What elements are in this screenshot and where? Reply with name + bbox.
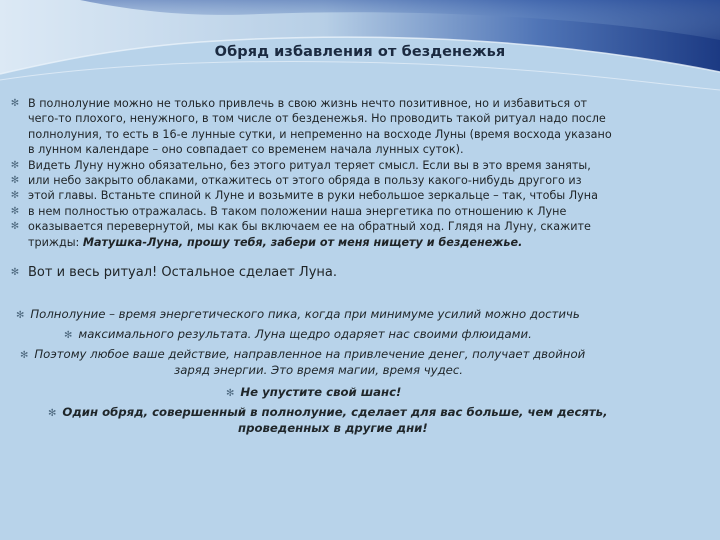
paragraph-line: в нем полностью отражалась. В таком положении наша энергетика по отношению к Луне [28, 204, 567, 218]
asterisk-bullet-icon: ✻ [10, 205, 20, 217]
list-item [10, 173, 644, 188]
asterisk-bullet-icon: ✻ [10, 98, 20, 109]
quote-line [16, 306, 580, 324]
quote-text: проведенных в другие дни! [238, 421, 428, 435]
quote-text: Один обряд, совершенный в полнолуние, сделает для вас больше, чем десять, [62, 405, 608, 419]
quote-line [174, 362, 463, 378]
list-item [10, 204, 644, 219]
paragraph-line: Видеть Луну нужно обязательно, без этого ритуал теряет смысл. Если вы в это время заняты, [28, 158, 591, 172]
quote-text: заряд энергии. Это время магии, время чудес. [174, 363, 463, 377]
main-text-list [10, 96, 644, 250]
asterisk-bullet-icon: ✻ [10, 159, 20, 171]
paragraph-line: или небо закрыто облаками, откажитесь от этого обряда в пользу какого-нибудь другого из [28, 174, 582, 188]
paragraph-line: В полнолуние можно не только привлечь в свою жизнь нечто позитивное, но и избавиться от [28, 97, 588, 110]
asterisk-bullet-icon: ✻ [226, 388, 235, 399]
quote-text: Не упустите свой шанс! [240, 385, 402, 399]
quote-text: Полнолуние – время энергетического пика, когда при минимуме усилий можно достичь [30, 307, 580, 321]
paragraph-line: чего-то плохого, ненужного, в том числе от безденежья. Но проводить такой ритуал надо после [28, 112, 606, 126]
list-item [10, 158, 644, 173]
paragraph-line: оказывается перевернутой, мы как бы включаем ее на обратный ход. Глядя на Луну, скажите [28, 220, 591, 234]
page-title: Обряд избавления от безденежья [214, 44, 506, 60]
quote-line [64, 326, 532, 344]
quote-line [226, 384, 401, 402]
paragraph-line: этой главы. Встаньте спиной к Луне и возьмите в руки небольшое зеркальце – так, чтобы Луна [28, 189, 598, 203]
closing-text: Вот и весь ритуал! Остальное сделает Луна. [28, 265, 337, 280]
asterisk-bullet-icon: ✻ [16, 310, 25, 321]
paragraph-line: полнолуния, то есть в 16-е лунные сутки, и непременно на восходе Луны (время восхода указано [28, 127, 612, 141]
quote-line [238, 420, 428, 436]
asterisk-bullet-icon: ✻ [64, 330, 73, 341]
quote-text: Поэтому любое ваше действие, направленное на привлечение денег, получает двойной [34, 347, 586, 361]
asterisk-bullet-icon: ✻ [20, 350, 29, 361]
paragraph-line [28, 235, 644, 250]
paragraph-line: в лунном календаре – оно совпадает со временем начала лунных суток). [28, 143, 464, 157]
incantation-text: Матушка-Луна, прошу тебя, забери от меня нищету и безденежье. [82, 235, 523, 249]
asterisk-bullet-icon: ✻ [10, 190, 20, 202]
asterisk-bullet-icon: ✻ [48, 408, 57, 419]
list-item [10, 219, 644, 250]
asterisk-bullet-icon: ✻ [10, 221, 20, 233]
quote-text: максимального результата. Луна щедро одаряет нас своими флюидами. [78, 327, 532, 341]
incantation-prefix: трижды: [28, 235, 83, 249]
asterisk-bullet-icon: ✻ [10, 175, 20, 187]
list-item [10, 96, 644, 158]
asterisk-bullet-icon: ✻ [10, 267, 20, 278]
closing-line [10, 264, 337, 282]
list-item [10, 188, 644, 203]
